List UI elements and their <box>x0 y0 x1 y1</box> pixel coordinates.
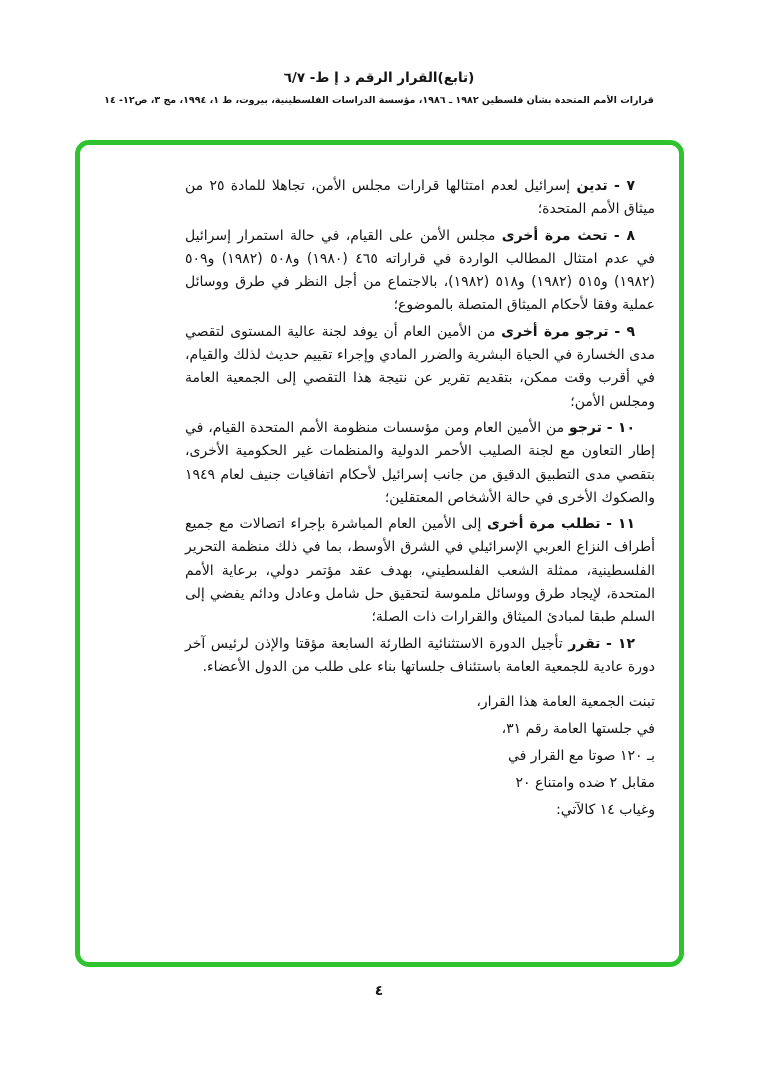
resolution-paragraph <box>185 225 655 318</box>
paragraph-body: من الأمين العام ومن مؤسسات منظومة الأمم المتحدة القيام، في إطار التعاون مع لجنة الصليب الأحمر الدولية والمنظمات غير الحكومية الأخرى، بتقصي مدى التطبيق الدقيق من جانب إسرائيل لأحكام اتفاقيات جنيف لعام ١٩٤٩ والصكوك الأخرى في حالة الأشخاص المعتقلين؛ <box>185 419 655 506</box>
resolution-paragraph <box>185 321 655 414</box>
adoption-line: مقابل ٢ ضده وامتناع ٢٠ <box>515 775 655 792</box>
resolution-paragraph <box>185 175 655 222</box>
paragraph-lead: ترجو <box>569 419 602 436</box>
paragraph-body: من الأمين العام أن يوفد لجنة عالية المستوى لتقصي مدى الخسارة في الحياة البشرية والضرر المادي وإجراء تقييم حديث لذلك والقيام، في أقرب وقت ممكن، بتقديم تقرير عن نتيجة هذا التقصي إلى الجمعية العامة ومجلس الأمن؛ <box>185 323 655 410</box>
page-number: ٤ <box>374 983 384 999</box>
resolution-paragraph <box>185 417 655 510</box>
paragraph-lead: تحث مرة أخرى <box>501 227 608 244</box>
paragraph-body: إسرائيل لعدم امتثالها قرارات مجلس الأمن، تجاهلا للمادة ٢٥ من ميثاق الأمم المتحدة؛ <box>185 178 655 218</box>
paragraph-lead: تدين <box>576 178 608 194</box>
paragraph-body: إلى الأمين العام المباشرة بإجراء اتصالات مع جميع أطراف النزاع العربي الإسرائيلي في الشرق الأوسط، بما في ذلك منظمة التحرير الفلسطينية، ممثلة الشعب الفلسطيني، بهدف عقد مؤتمر دولي، برعاية الأمم المتحدة، لإيجاد طرق ووسائل ملموسة لتحقيق حل شامل وعادل ودائم يفضي إلى السلم طبقا لمبادئ الميثاق والقرارات ذات الصلة؛ <box>185 516 655 626</box>
paragraph-number: ١١ - <box>606 516 635 533</box>
resolution-text <box>185 175 655 824</box>
paragraph-lead: تقرر <box>568 635 601 652</box>
content-frame <box>75 140 684 967</box>
page-title: (تابع)القرار الرقم د إ ط- ٦/٧ <box>283 70 475 86</box>
paragraph-number: ١٠ - <box>606 419 635 436</box>
paragraph-number: ٨ - <box>613 227 636 244</box>
adoption-note <box>383 689 655 824</box>
paragraph-number: ٧ - <box>613 178 636 194</box>
paragraph-number: ٩ - <box>614 323 636 340</box>
adoption-line: في جلستها العامة رقم ٣١، <box>501 721 655 738</box>
paragraph-body: مجلس الأمن على القيام، في حالة استمرار إسرائيل في عدم امتثال المطالب الواردة في قراراته ٤٦٥ (١٩٨٠) و٥٠٨ (١٩٨٢) و٥٠٩ (١٩٨٢) و٥١٥ (١٩٨٢) و٥١٨ (١٩٨٢)، بالاجتماع من أجل النظر في طرق ووسائل عملية وفقا لأحكام الميثاق المتصلة بالموضوع؛ <box>185 227 655 314</box>
adoption-line: تبنت الجمعية العامة هذا القرار، <box>476 694 655 711</box>
adoption-line: بـ ١٢٠ صوتا مع القرار في <box>507 748 655 765</box>
paragraph-lead: ترجو مرة أخرى <box>501 323 609 340</box>
resolution-paragraph <box>185 513 655 629</box>
adoption-line: وغياب ١٤ كالآتي: <box>556 802 655 819</box>
paragraph-lead: تطلب مرة أخرى <box>486 516 601 533</box>
paragraph-number: ١٢ - <box>606 635 636 652</box>
resolution-paragraph <box>185 633 655 680</box>
source-citation: قرارات الأمم المتحدة بشأن فلسطين ١٩٨٢ ـ ١٩٨٦، مؤسسة الدراسات الفلسطينية، بيروت، ط ١، ١٩٩٤، مج ٣، ص١٢- ١٤ <box>104 95 654 106</box>
paragraph-body: تأجيل الدورة الاستثنائية الطارئة السابعة مؤقتا والإذن لرئيس آخر دورة عادية للجمعية العامة باستئناف جلساتها بناء على طلب من الدول الأعضاء. <box>185 635 655 675</box>
